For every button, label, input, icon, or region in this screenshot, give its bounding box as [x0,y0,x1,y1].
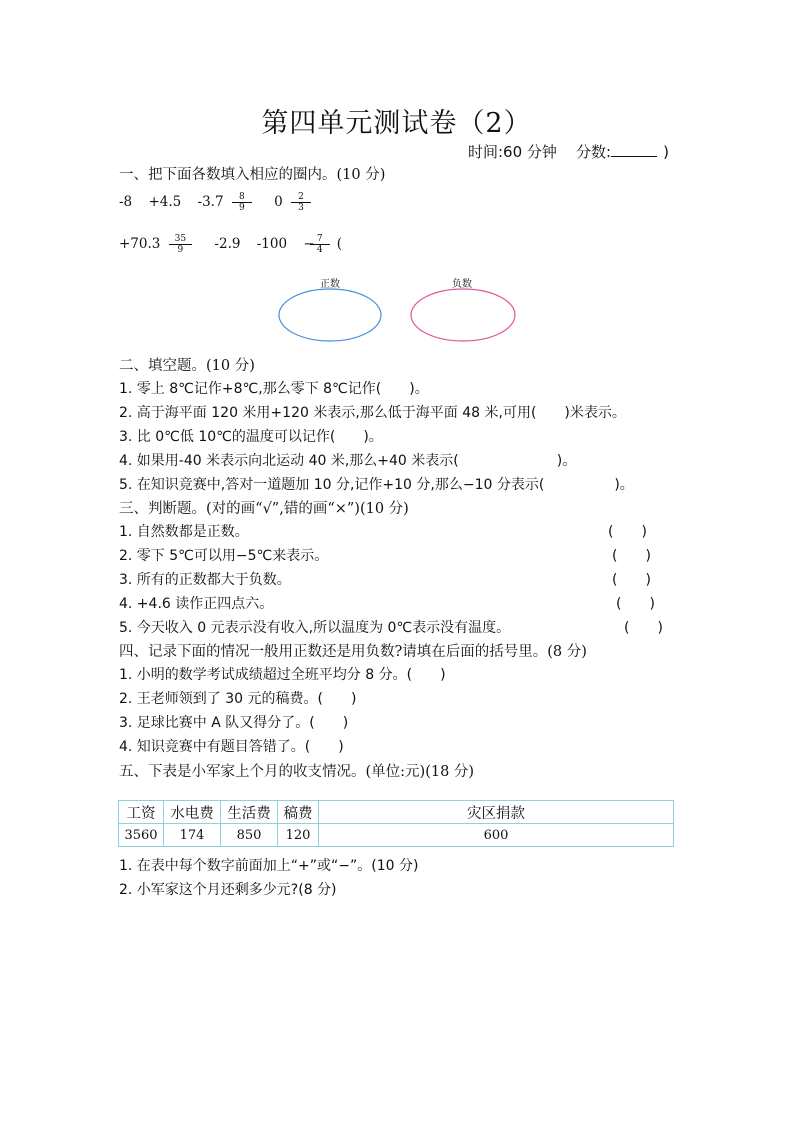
number-item: -3.7 [197,194,224,210]
fraction-item: $\frac{8}{9}$ [238,192,258,213]
number-item: +4.5 [148,194,182,210]
income-expense-table [118,800,674,847]
table-header-cell: 生活费 [221,801,278,824]
number-item: -100 [256,236,288,252]
section2-heading: 二、填空题。(10 分) [119,358,255,374]
positive-ellipse[interactable] [279,289,381,341]
page-title: 第四单元测试卷（2） [261,108,532,139]
section5-heading: 五、下表是小军家上个月的收支情况。(单位:元)(18 分) [119,764,475,780]
judge-answer-5[interactable]: ( ) [624,620,663,636]
number-item: 0 [274,194,283,210]
fill-item-1: 1. 零上 8℃记作+8℃,那么零下 8℃记作( )。 [119,381,429,397]
negative-label: 负数 [452,279,472,290]
table-question-1: 1. 在表中每个数字前面加上“+”或“−”。(10 分) [119,858,419,874]
table-header-row [119,801,674,824]
judge-answer-3[interactable]: ( ) [612,572,651,588]
section4-heading: 四、记录下面的情况一般用正数还是用负数?请填在后面的括号里。(8 分) [119,644,587,660]
judge-answer-1[interactable]: ( ) [608,524,647,540]
number-item: -8 [119,194,133,210]
fraction-item: $\frac{2}{3}$ [297,192,317,213]
table-header-cell: 稿费 [278,801,319,824]
positive-label: 正数 [320,279,340,290]
record-item-2: 2. 王老师领到了 30 元的稿费。( ) [119,691,357,707]
judge-item-2: 2. 零下 5℃可以用−5℃来表示。 [119,548,329,564]
number-sets-diagram [270,285,530,345]
section1-heading: 一、把下面各数填入相应的圈内。(10 分) [119,167,386,183]
judge-answer-4[interactable]: ( ) [616,596,655,612]
table-cell[interactable]: 120 [278,824,319,847]
number-item: +70.3 [119,236,161,252]
fill-item-2: 2. 高于海平面 120 米用+120 米表示,那么低于海平面 48 米,可用( )米表示。 [119,405,626,421]
negative-sign: − [303,236,315,252]
table-header-cell: 工资 [119,801,164,824]
judge-item-3: 3. 所有的正数都大于负数。 [119,572,291,588]
judge-item-4: 4. +4.6 读作正四点六。 [119,596,274,612]
score-blank[interactable] [611,142,657,157]
table-cell[interactable]: 174 [164,824,221,847]
trailing-paren: ( [336,236,342,252]
table-header-cell: 水电费 [164,801,221,824]
number-item: -2.9 [214,236,241,252]
table-cell[interactable]: 3560 [119,824,164,847]
time-limit: 时间:60 分钟 [468,143,557,161]
record-item-4: 4. 知识竞赛中有题目答错了。( ) [119,739,344,755]
record-item-1: 1. 小明的数学考试成绩超过全班平均分 8 分。( ) [119,667,446,683]
score-close: ) [663,143,669,161]
table-header-cell: 灾区捐款 [319,801,674,824]
exam-meta [468,141,669,162]
judge-item-1: 1. 自然数都是正数。 [119,524,249,540]
table-cell[interactable]: 850 [221,824,278,847]
record-item-3: 3. 足球比赛中 A 队又得分了。( ) [119,715,349,731]
fill-item-3: 3. 比 0℃低 10℃的温度可以记作( )。 [119,429,383,445]
fraction-item: $\frac{35}{9}$ [175,234,198,255]
table-question-2: 2. 小军家这个月还剩多少元?(8 分) [119,882,337,898]
judge-answer-2[interactable]: ( ) [612,548,651,564]
section3-heading: 三、判断题。(对的画“√”,错的画“×”)(10 分) [119,501,409,517]
fraction-item: $\frac{7}{4}$ [316,234,336,255]
numbers-row-1 [119,192,329,213]
judge-item-5: 5. 今天收入 0 元表示没有收入,所以温度为 0℃表示没有温度。 [119,620,511,636]
table-cell[interactable]: 600 [319,824,674,847]
score-label: 分数: [576,143,612,161]
table-row [119,824,674,847]
fill-item-5: 5. 在知识竞赛中,答对一道题加 10 分,记作+10 分,那么−10 分表示( )。 [119,477,634,493]
fill-item-4: 4. 如果用-40 米表示向北运动 40 米,那么+40 米表示( )。 [119,453,577,469]
numbers-row-2 [119,234,354,255]
negative-ellipse[interactable] [411,289,515,341]
